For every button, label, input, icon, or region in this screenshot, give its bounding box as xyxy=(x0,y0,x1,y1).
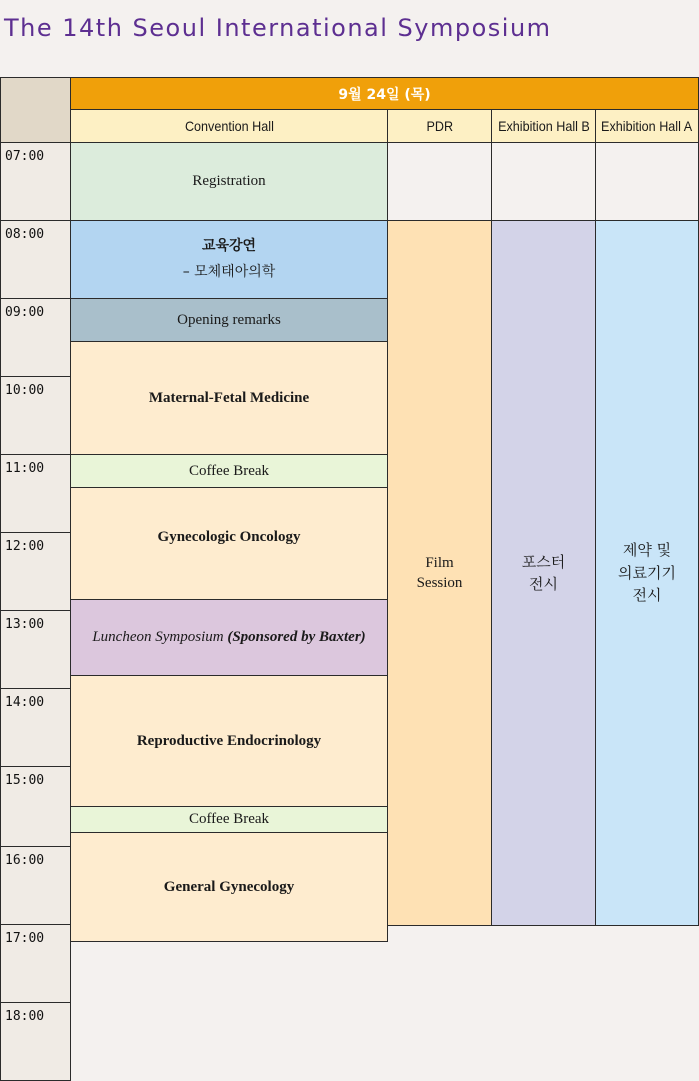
session-education-subtitle: – 모체태아의학 xyxy=(182,263,276,280)
day-header xyxy=(71,77,699,110)
session-registration-label: Registration xyxy=(192,173,266,190)
column-header-label: Convention Hall xyxy=(184,118,274,134)
session-registration xyxy=(71,143,388,221)
time-slot-0900: 09:00 xyxy=(0,299,71,377)
session-coffee-label: Coffee Break xyxy=(188,811,270,828)
time-slot-1200: 12:00 xyxy=(0,533,71,611)
empty-cell-hall-a-0700 xyxy=(596,143,699,221)
session-poster-line1: 포스터 xyxy=(521,552,566,571)
session-mfm-label: Maternal-Fetal Medicine xyxy=(148,389,310,406)
session-opening-label: Opening remarks xyxy=(177,311,281,328)
session-film-line2: Session xyxy=(416,575,463,591)
column-header-convention-hall xyxy=(71,110,388,143)
time-slot-1700: 17:00 xyxy=(0,925,71,1003)
time-slot-0800: 08:00 xyxy=(0,221,71,299)
session-opening-remarks xyxy=(71,299,388,342)
time-slot-1300: 13:00 xyxy=(0,611,71,689)
page-title: The 14th Seoul International Symposium xyxy=(4,14,552,42)
session-luncheon-sponsor: (Sponsored by Baxter) xyxy=(227,629,366,646)
session-general-label: General Gynecology xyxy=(163,878,295,895)
session-reproductive-endocrinology xyxy=(71,676,388,807)
session-poster-exhibition xyxy=(492,221,596,926)
empty-cell-pdr-0700 xyxy=(388,143,492,221)
session-pharma-line3: 전시 xyxy=(632,586,662,605)
session-film xyxy=(388,221,492,926)
session-coffee-break-1 xyxy=(71,455,388,488)
time-slot-1600: 16:00 xyxy=(0,847,71,925)
session-luncheon-symposium xyxy=(71,600,388,676)
time-slot-1400: 14:00 xyxy=(0,689,71,767)
day-header-label: 9월 24일 (목) xyxy=(338,86,431,103)
column-header-label: PDR xyxy=(426,118,453,134)
session-education-title: 교육강연 xyxy=(201,238,257,255)
column-header-exhibition-hall-b xyxy=(492,110,596,143)
corner-cell xyxy=(0,77,71,143)
column-header-pdr xyxy=(388,110,492,143)
session-repro-label: Reproductive Endocrinology xyxy=(136,732,322,749)
empty-cell-hall-b-0700 xyxy=(492,143,596,221)
session-luncheon-label: Luncheon Symposium xyxy=(92,629,224,646)
session-gynecologic-oncology xyxy=(71,488,388,600)
session-poster-line2: 전시 xyxy=(529,575,558,593)
time-slot-1800: 18:00 xyxy=(0,1003,71,1081)
time-slot-1500: 15:00 xyxy=(0,767,71,847)
session-education-lecture xyxy=(71,221,388,299)
column-header-label: Exhibition Hall B xyxy=(497,118,590,134)
session-gyn-onc-label: Gynecologic Oncology xyxy=(157,529,301,546)
column-header-label: Exhibition Hall A xyxy=(601,118,693,134)
column-header-exhibition-hall-a xyxy=(596,110,699,143)
session-coffee-label: Coffee Break xyxy=(188,462,270,479)
session-coffee-break-2 xyxy=(71,807,388,833)
session-film-line1: Film xyxy=(425,554,454,571)
time-slot-1100: 11:00 xyxy=(0,455,71,533)
session-general-gynecology xyxy=(71,833,388,942)
session-maternal-fetal-medicine xyxy=(71,342,388,455)
session-pharma-exhibition xyxy=(596,221,699,926)
session-pharma-line1: 제약 및 xyxy=(622,541,672,560)
time-slot-0700: 07:00 xyxy=(0,143,71,221)
time-slot-1000: 10:00 xyxy=(0,377,71,455)
session-pharma-line2: 의료기기 xyxy=(618,563,676,582)
